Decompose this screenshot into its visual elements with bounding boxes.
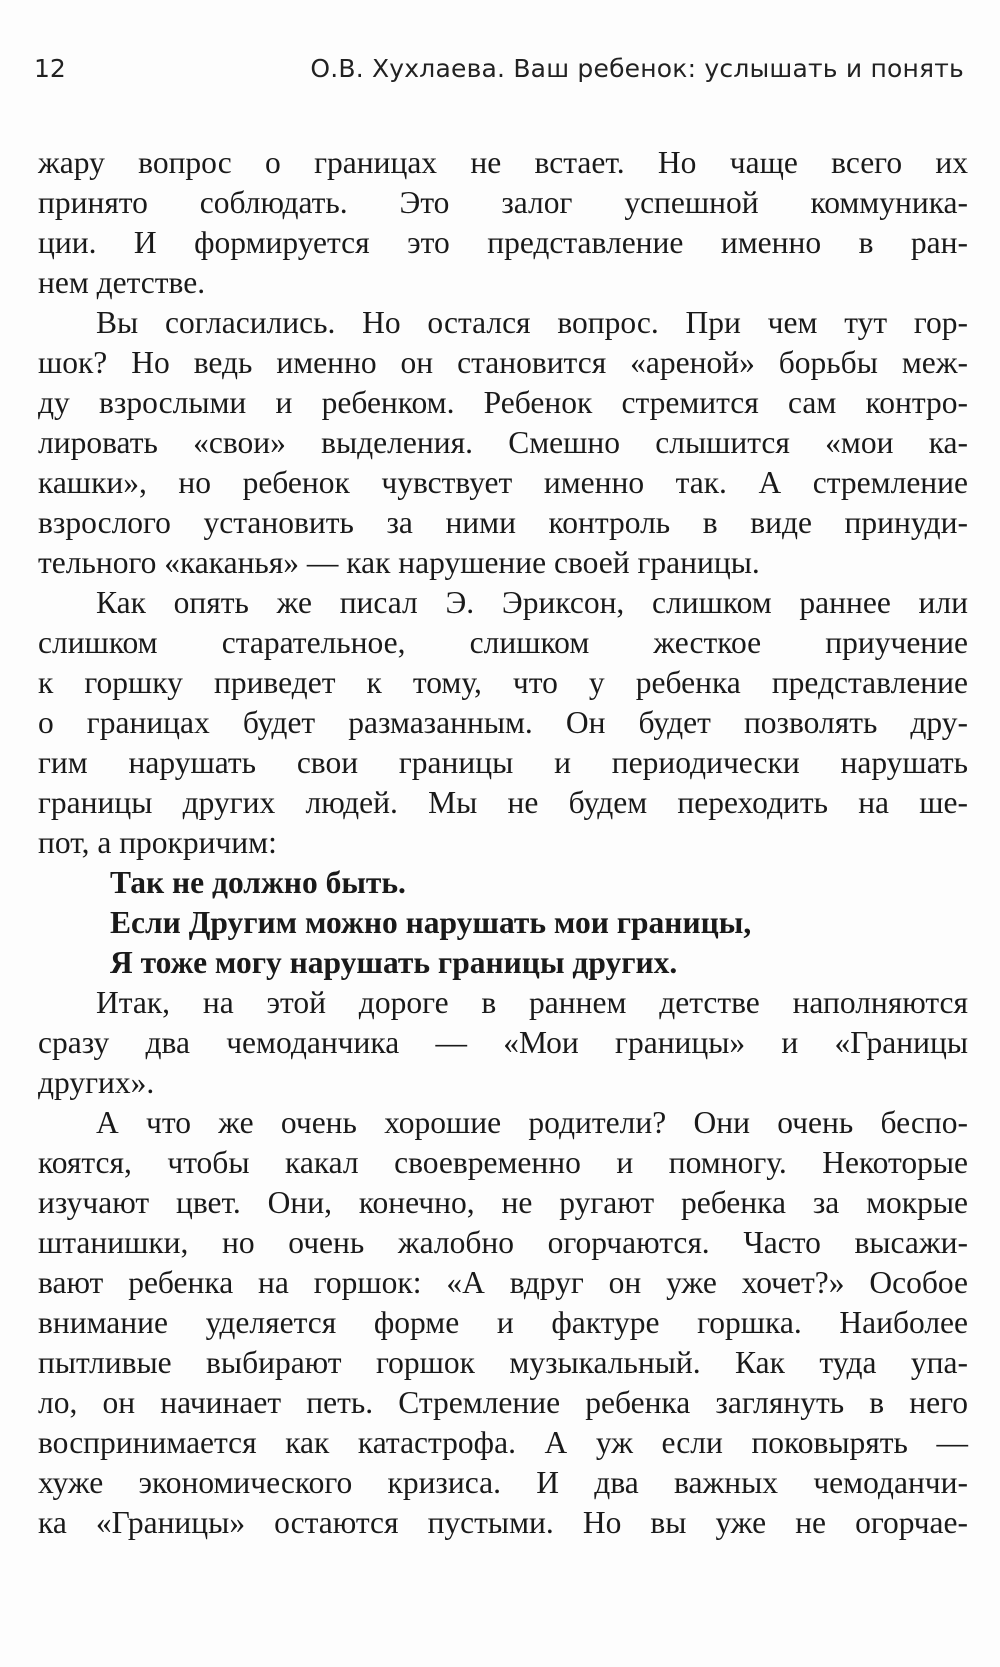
- text-line: вают ребенка на горшок: «А вдруг он уже хочет?» Особое: [38, 1265, 968, 1300]
- text-line: жару вопрос о границах не встает. Но чаще всего их: [38, 145, 968, 180]
- text-line: тельного «каканья» — как нарушение своей границы.: [38, 545, 760, 580]
- paragraph: [38, 983, 968, 1103]
- text-line: воспринимается как катастрофа. А уж если поковырять —: [38, 1425, 968, 1460]
- text-line: хуже экономического кризиса. И два важных чемоданчи-: [38, 1465, 968, 1500]
- text-line: сразу два чемоданчика — «Мои границы» и «Границы: [38, 1025, 968, 1060]
- emphasis-line: Если Другим можно нарушать мои границы,: [110, 905, 752, 940]
- text-line: кашки», но ребенок чувствует именно так. А стремление: [38, 465, 968, 500]
- text-line: о границах будет размазанным. Он будет позволять дру-: [38, 705, 968, 740]
- text-line: гим нарушать свои границы и периодически нарушать: [38, 745, 968, 780]
- text-line: коятся, чтобы какал своевременно и помногу. Некоторые: [38, 1145, 968, 1180]
- text-line: принято соблюдать. Это залог успешной коммуника-: [38, 185, 968, 220]
- text-line: других».: [38, 1065, 155, 1100]
- paragraph: [38, 303, 968, 583]
- page-number: 12: [34, 54, 66, 83]
- text-line: Итак, на этой дороге в раннем детстве наполняются: [96, 985, 968, 1020]
- paragraph: [38, 583, 968, 863]
- emphasis-line: Я тоже могу нарушать границы других.: [110, 945, 678, 980]
- text-line: ка «Границы» остаются пустыми. Но вы уже не огорчае-: [38, 1505, 968, 1540]
- text-line: слишком старательное, слишком жесткое приучение: [38, 625, 968, 660]
- text-line: лировать «свои» выделения. Смешно слышится «мои ка-: [38, 425, 968, 460]
- text-line: ло, он начинает петь. Стремление ребенка заглянуть в него: [38, 1385, 968, 1420]
- text-line: Как опять же писал Э. Эриксон, слишком раннее или: [96, 585, 968, 620]
- text-line: шок? Но ведь именно он становится «ареной» борьбы меж-: [38, 345, 968, 380]
- text-line: взрослого установить за ними контроль в виде принуди-: [38, 505, 968, 540]
- text-line: Вы согласились. Но остался вопрос. При чем тут гор-: [96, 305, 968, 340]
- text-line: внимание уделяется форме и фактуре горшка. Наиболее: [38, 1305, 968, 1340]
- text-line: ции. И формируется это представление именно в ран-: [38, 225, 968, 260]
- text-line: штанишки, но очень жалобно огорчаются. Часто высажи-: [38, 1225, 968, 1260]
- text-line: пытливые выбирают горшок музыкальный. Как туда упа-: [38, 1345, 968, 1380]
- running-title: О.В. Хухлаева. Ваш ребенок: услышать и понять: [310, 54, 964, 83]
- text-line: ду взрослыми и ребенком. Ребенок стремится сам контро-: [38, 385, 968, 420]
- paragraph: [38, 1103, 968, 1543]
- emphasis-block: [38, 863, 968, 983]
- text-line: А что же очень хорошие родители? Они очень беспо-: [96, 1105, 968, 1140]
- text-line: границы других людей. Мы не будем переходить на ше-: [38, 785, 968, 820]
- running-header: [34, 48, 964, 88]
- emphasis-line: Так не должно быть.: [110, 865, 406, 900]
- paragraph: [38, 143, 968, 303]
- text-line: изучают цвет. Они, конечно, не ругают ребенка за мокрые: [38, 1185, 968, 1220]
- text-line: пот, а прокричим:: [38, 825, 277, 860]
- body-text: [38, 143, 968, 1543]
- text-line: к горшку приведет к тому, что у ребенка представление: [38, 665, 968, 700]
- text-line: нем детстве.: [38, 265, 206, 300]
